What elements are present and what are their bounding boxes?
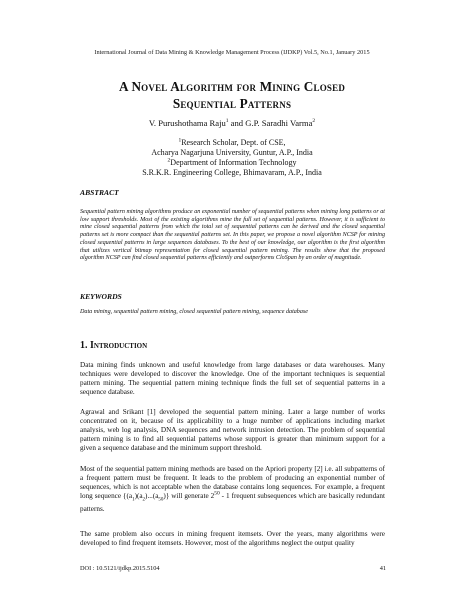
author-line <box>0 118 464 128</box>
p3-sub-2: 2 <box>142 497 146 503</box>
keywords-heading: KEYWORDS <box>80 292 122 301</box>
affil-line-2: Acharya Nagarjuna University, Guntur, A.P., India <box>151 148 313 157</box>
intro-paragraph-4: The same problem also occurs in mining frequent itemsets. Over the years, many algorithms were developed to find frequent itemsets. However, most of the algorithms neglect the output quality <box>80 530 385 548</box>
keywords-text: Data mining, sequential pattern mining, closed sequential pattern mining, sequence database <box>80 309 308 315</box>
intro-paragraph-3 <box>80 465 385 514</box>
section-heading-introduction: 1. Introduction <box>80 340 148 351</box>
abstract-heading: ABSTRACT <box>80 188 119 197</box>
author-2: G.P. Saradhi Varma <box>245 118 313 128</box>
author-2-sup: 2 <box>312 118 316 125</box>
affiliations <box>0 138 464 178</box>
p3-text-e: - 1 frequent subsequences which are basically redundant patterns. <box>80 492 385 513</box>
author-1-sup: 1 <box>225 118 229 125</box>
paper-title <box>0 78 464 112</box>
p3-sup: 50 <box>214 490 220 497</box>
affil-1-text: Research Scholar, Dept. of CSE, <box>181 138 286 147</box>
title-line-2: Sequential Patterns <box>172 96 292 111</box>
affil-3-text: Department of Information Technology <box>170 158 297 167</box>
p3-text-c: )...(a <box>145 492 159 501</box>
intro-paragraph-2: Agrawal and Srikant [1] developed the sequential pattern mining. Later a large number of works concentrated on it, because of its applicability to a huge number of applications including market analysis, web log analysis, DNA sequences and network intrusion detection. The problem of sequential pattern mining is to find all sequential patterns whose support is greater than minimum support for a given a sequence database and the minimum support threshold. <box>80 408 385 453</box>
p3-text-d: )} will generate 2 <box>163 492 215 501</box>
intro-paragraph-1: Data mining finds unknown and useful knowledge from large databases or data warehouses. Many techniques were developed to discover the knowledge. One of the important techniques is sequential pattern mining. The sequential pattern mining technique finds the full set of sequential patterns in a sequence database. <box>80 361 385 397</box>
author-1: V. Purushothama Raju <box>148 118 226 128</box>
doi-footer: DOI : 10.5121/ijdkp.2015.5104 <box>80 565 160 572</box>
journal-header: International Journal of Data Mining & Knowledge Management Process (IJDKP) Vol.5, No.1, January 2015 <box>94 49 370 56</box>
abstract-text: Sequential pattern mining algorithms produce an exponential number of sequential patterns when mining long patterns or at low support thresholds. Most of the existing algorithms mine the full set of sequential patterns. However, it is sufficient to mine closed sequential patterns from which the total set of sequential patterns can be derived and the closed sequential patterns set is more compact than the sequential patterns set. In this paper, we propose a novel algorithm NCSP for mining closed sequential patterns in large sequences databases. To the best of our knowledge, our algorithm is the first algorithm that utilizes vertical bitmap representation for closed sequential pattern mining. The results show that the proposed algorithm NCSP can find closed sequential patterns efficiently and outperforms CloSpan by an order of magnitude. <box>80 209 385 262</box>
author-and: and <box>228 118 246 128</box>
p3-text-a: Most of the sequential pattern mining methods are based on the Apriori property [2] i.e. all subpatterns of a frequent pattern must be frequent. It leads to the problem of producing an exponential number of sequences, which is not acceptable when the database contains long sequences. For example, a frequent long sequence {(a <box>80 465 385 501</box>
p3-sub-3: 50 <box>158 497 164 503</box>
affil-1-sup: 1 <box>178 137 182 144</box>
page-number: 41 <box>379 565 386 572</box>
p3-sub-1: 1 <box>132 497 135 503</box>
affil-line-3 <box>0 158 464 168</box>
affil-line-1 <box>0 138 464 148</box>
p3-text-b: )(a <box>134 492 143 501</box>
affil-line-4: S.R.K.R. Engineering College, Bhimavaram, A.P., India <box>142 168 322 177</box>
affil-2-sup: 2 <box>167 157 171 164</box>
title-line-1: A Novel Algorithm for Mining Closed <box>118 79 346 94</box>
